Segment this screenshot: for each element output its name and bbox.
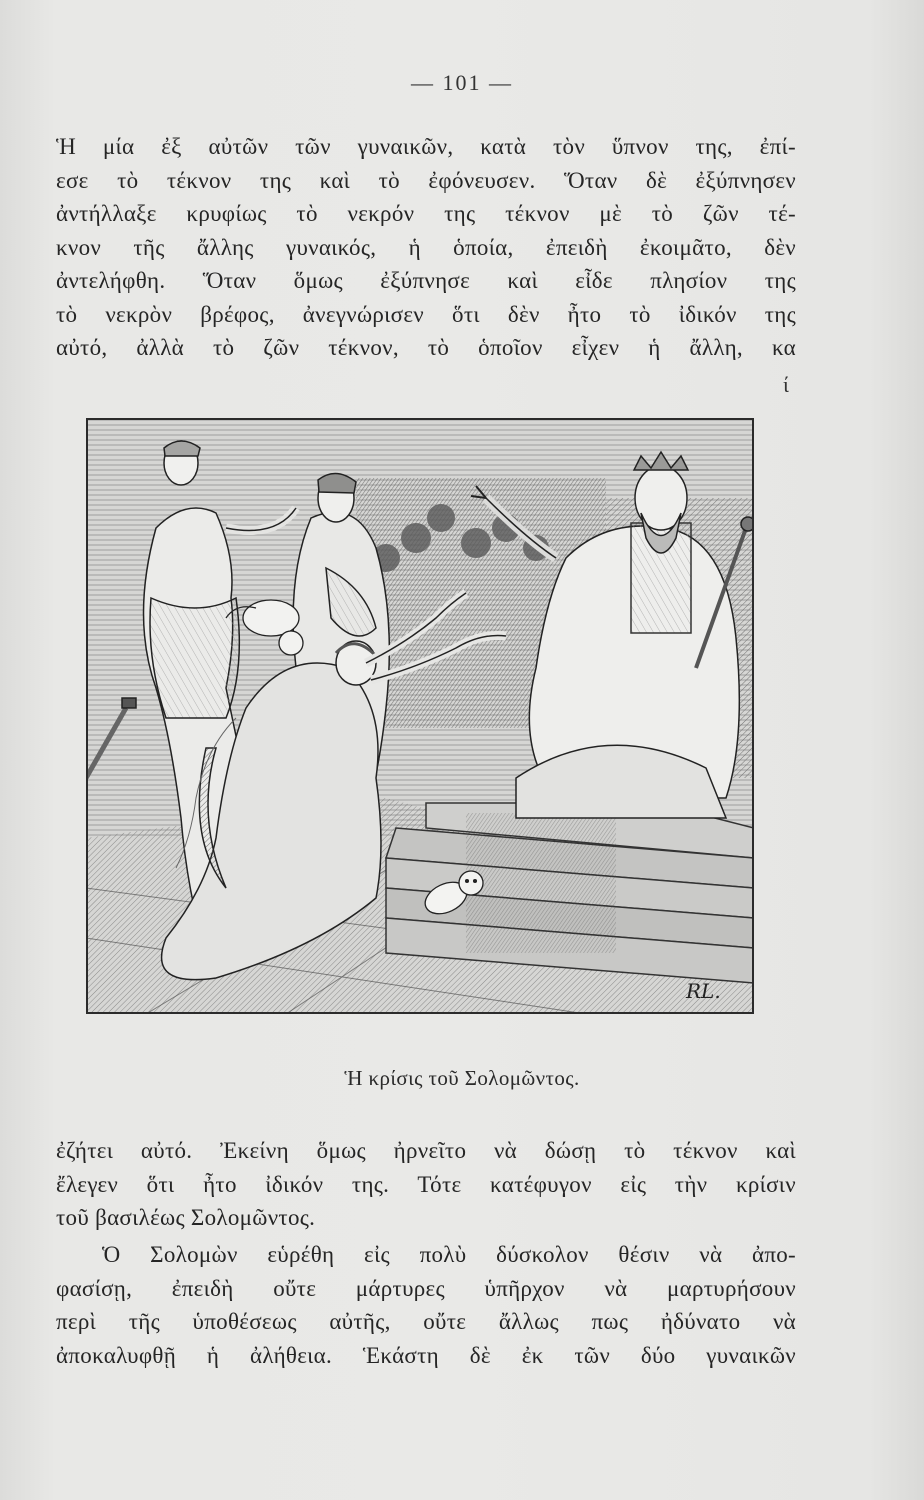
stray-character: ί xyxy=(783,372,789,397)
text-line: φασίσῃ, ἐπειδὴ οὔτε μάρτυρες ὑπῆρχον νὰ μαρτυρήσουν xyxy=(56,1275,796,1301)
text-line: αὐτό, ἀλλὰ τὸ ζῶν τέκνον, τὸ ὁποῖον εἶχεν ἡ ἄλλη, κα xyxy=(56,335,796,360)
text-line: εσε τὸ τέκνον της καὶ τὸ ἐφόνευσεν. Ὅταν δὲ ἐξύπνησεν xyxy=(56,167,796,193)
text-line: ἐζήτει αὐτό. Ἐκείνη ὅμως ἠρνεῖτο νὰ δώσῃ τὸ τέκνον καὶ xyxy=(56,1138,796,1163)
text-line: ἀντήλλαξε κρυφίως τὸ νεκρόν της τέκνον μὲ τὸ ζῶν τέ- xyxy=(56,201,796,226)
paragraph-bottom-1 xyxy=(56,1134,796,1235)
illustration-caption: Ἡ κρίσις τοῦ Σολομῶντος. xyxy=(344,1066,580,1090)
text-line: τοῦ βασιλέως Σολομῶντος. xyxy=(56,1205,316,1230)
text-line: κνον τῆς ἄλλης γυναικός, ἡ ὁποία, ἐπειδὴ ἐκοιμᾶτο, δὲν xyxy=(56,234,796,260)
text-line: περὶ τῆς ὑποθέσεως αὐτῆς, οὔτε ἄλλως πως ἠδύνατο νὰ xyxy=(56,1309,796,1334)
page-number: — 101 — xyxy=(411,70,513,95)
text-line: ἀποκαλυφθῇ ἡ ἀλήθεια. Ἑκάστη δὲ ἐκ τῶν δύο γυναικῶν xyxy=(56,1342,796,1368)
step-shadow xyxy=(466,813,616,953)
artist-signature: RL. xyxy=(686,979,721,1003)
text-line: Ἡ μία ἐξ αὐτῶν τῶν γυναικῶν, κατὰ τὸν ὕπνον της, ἐπί- xyxy=(56,134,796,159)
paragraph-top xyxy=(56,130,796,365)
judgment-of-solomon-engraving xyxy=(86,418,754,1014)
text-line: ἀντελήφθη. Ὅταν ὅμως ἐξύπνησε καὶ εἶδε πλησίον της xyxy=(56,268,796,293)
text-line: ἔλεγεν ὅτι ἦτο ἰδικόν της. Τότε κατέφυγον εἰς τὴν κρίσιν xyxy=(56,1171,796,1197)
text-line: Ὁ Σολομὼν εὑρέθη εἰς πολὺ δύσκολον θέσιν νὰ ἀπο- xyxy=(102,1242,796,1267)
paragraph-bottom-2 xyxy=(56,1238,796,1372)
text-line: τὸ νεκρὸν βρέφος, ἀνεγνώρισεν ὅτι δὲν ἦτο τὸ ἰδικόν της xyxy=(56,301,796,327)
